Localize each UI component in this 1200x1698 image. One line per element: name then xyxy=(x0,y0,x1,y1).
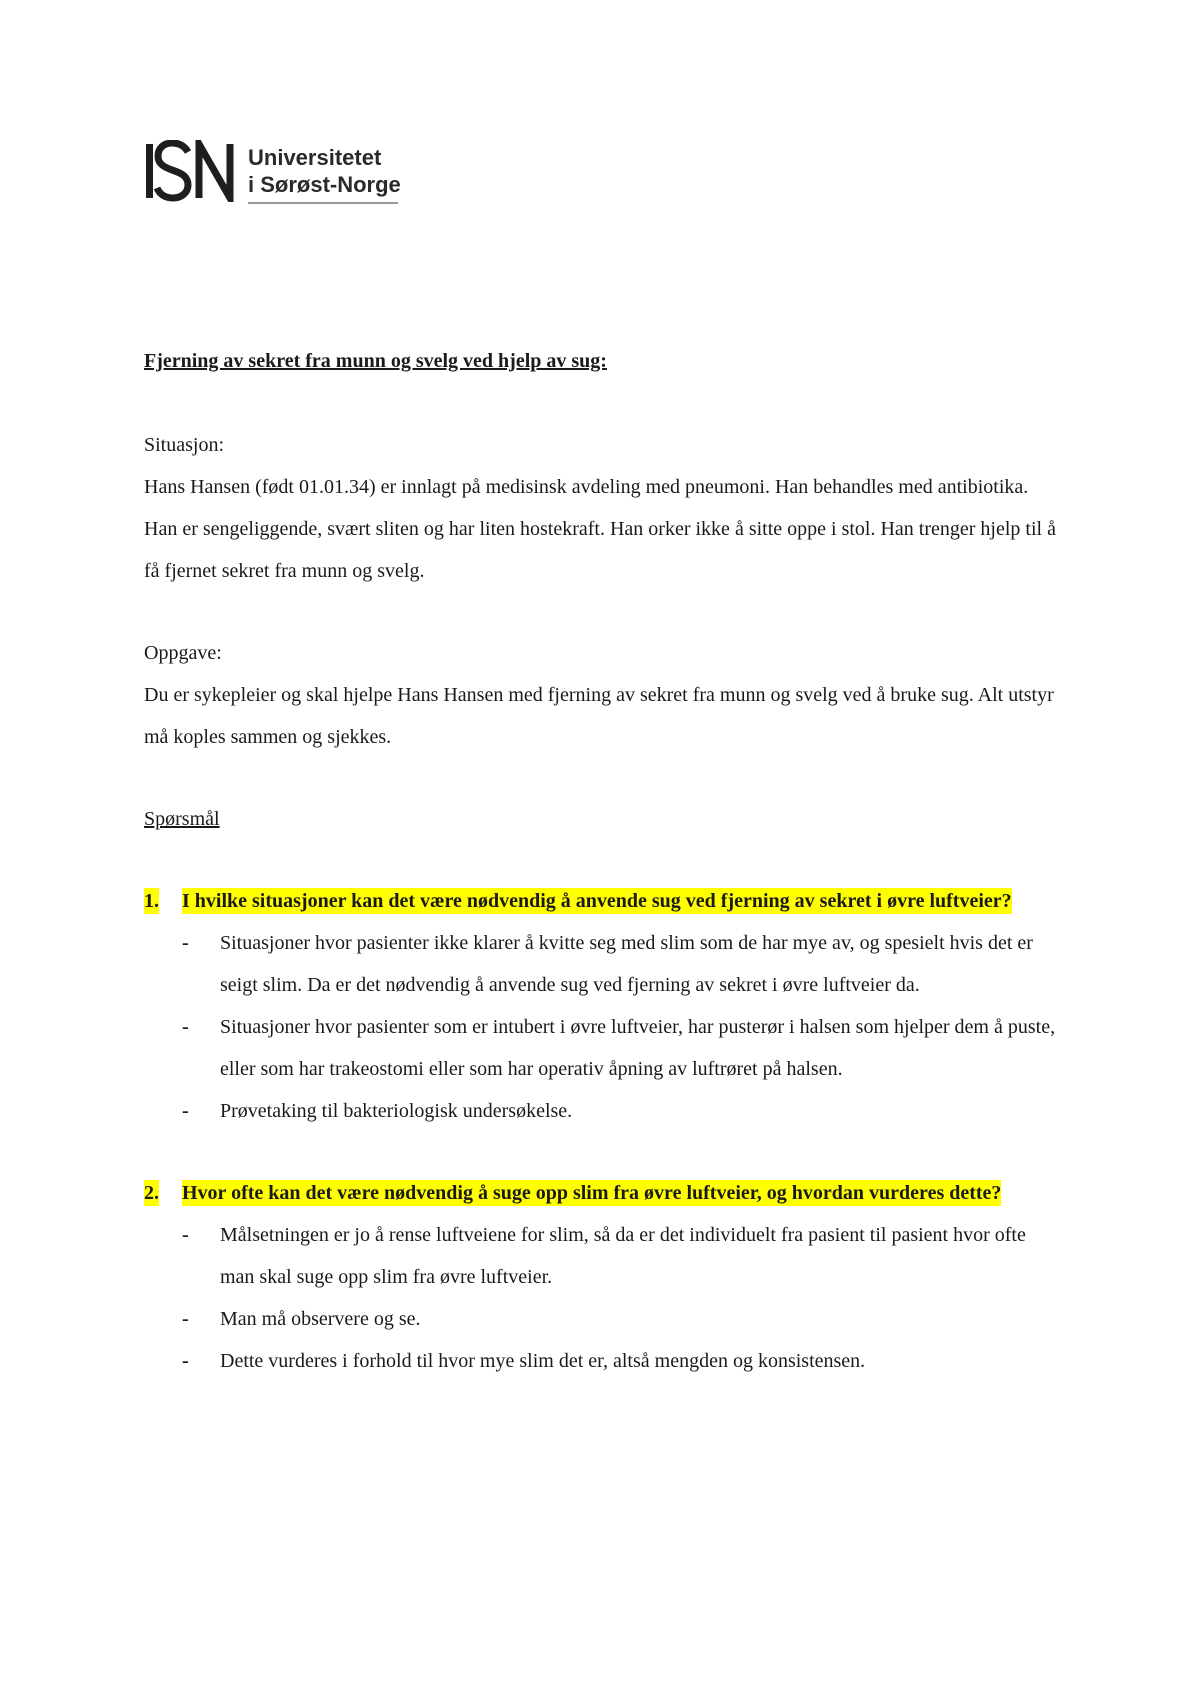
dash-bullet-icon: - xyxy=(182,932,189,954)
answer-list-2 xyxy=(144,1214,1064,1382)
list-item xyxy=(144,1006,1064,1090)
university-logo xyxy=(144,140,404,206)
dash-bullet-icon: - xyxy=(182,1308,189,1330)
answer-text: Man må observere og se. xyxy=(220,1308,421,1330)
question-number: 1. xyxy=(144,890,159,912)
question-2 xyxy=(144,1172,1064,1214)
task-text: Du er sykepleier og skal hjelpe Hans Hansen med fjerning av sekret fra munn og svelg ved å bruke sug. Alt utstyr må koples sammen og sjekkes. xyxy=(144,684,1054,748)
situation-label: Situasjon: xyxy=(144,434,225,456)
list-item xyxy=(144,1090,1064,1132)
spacer xyxy=(144,382,1064,424)
spacer xyxy=(144,758,1064,798)
question-1 xyxy=(144,880,1064,922)
list-item xyxy=(144,1214,1064,1298)
dash-bullet-icon: - xyxy=(182,1350,189,1372)
answer-text: Målsetningen er jo å rense luftveiene for slim, så da er det individuelt fra pasient til pasient hvor ofte man skal suge opp slim fra øvre luftveier. xyxy=(220,1224,1026,1288)
logo-line-1: Universitetet xyxy=(248,145,382,170)
document-title: Fjerning av sekret fra munn og svelg ved hjelp av sug: xyxy=(144,350,607,372)
dash-bullet-icon: - xyxy=(182,1016,189,1038)
logo-line-2: i Sørøst-Norge xyxy=(248,172,401,197)
logo-wordmark xyxy=(248,144,401,198)
answer-text: Prøvetaking til bakteriologisk undersøkelse. xyxy=(220,1100,573,1122)
task-label: Oppgave: xyxy=(144,642,222,664)
dash-bullet-icon: - xyxy=(182,1100,189,1122)
list-item xyxy=(144,922,1064,1006)
dash-bullet-icon: - xyxy=(182,1224,189,1246)
answer-text: Dette vurderes i forhold til hvor mye slim det er, altså mengden og konsistensen. xyxy=(220,1350,866,1372)
situation-text: Hans Hansen (født 01.01.34) er innlagt på medisinsk avdeling med pneumoni. Han behandles med antibiotika. Han er sengeliggende, svært sliten og har liten hostekraft. Han orker ikke å sitte oppe i stol. Han trenger hjelp til å få fjernet sekret fra munn og svelg. xyxy=(144,476,1056,582)
answer-text: Situasjoner hvor pasienter ikke klarer å kvitte seg med slim som de har mye av, og spesielt hvis det er seigt slim. Da er det nødvendig å anvende sug ved fjerning av sekret i øvre luftveier da. xyxy=(220,932,1033,996)
spacer xyxy=(144,1132,1064,1172)
question-text: I hvilke situasjoner kan det være nødvendig å anvende sug ved fjerning av sekret i øvre luftveier? xyxy=(182,890,1012,912)
spacer xyxy=(144,840,1064,880)
document-body xyxy=(144,340,1064,1382)
spacer xyxy=(144,592,1064,632)
logo-underline xyxy=(248,202,398,204)
usn-logo-mark xyxy=(144,140,244,202)
answer-text: Situasjoner hvor pasienter som er intubert i øvre luftveier, har pusterør i halsen som hjelper dem å puste, eller som har trakeostomi eller som har operativ åpning av luftrøret på halsen. xyxy=(220,1016,1056,1080)
list-item xyxy=(144,1298,1064,1340)
question-text: Hvor ofte kan det være nødvendig å suge opp slim fra øvre luftveier, og hvordan vurderes dette? xyxy=(182,1182,1002,1204)
questions-heading: Spørsmål xyxy=(144,808,220,830)
list-item xyxy=(144,1340,1064,1382)
answer-list-1 xyxy=(144,922,1064,1132)
question-number: 2. xyxy=(144,1182,159,1204)
